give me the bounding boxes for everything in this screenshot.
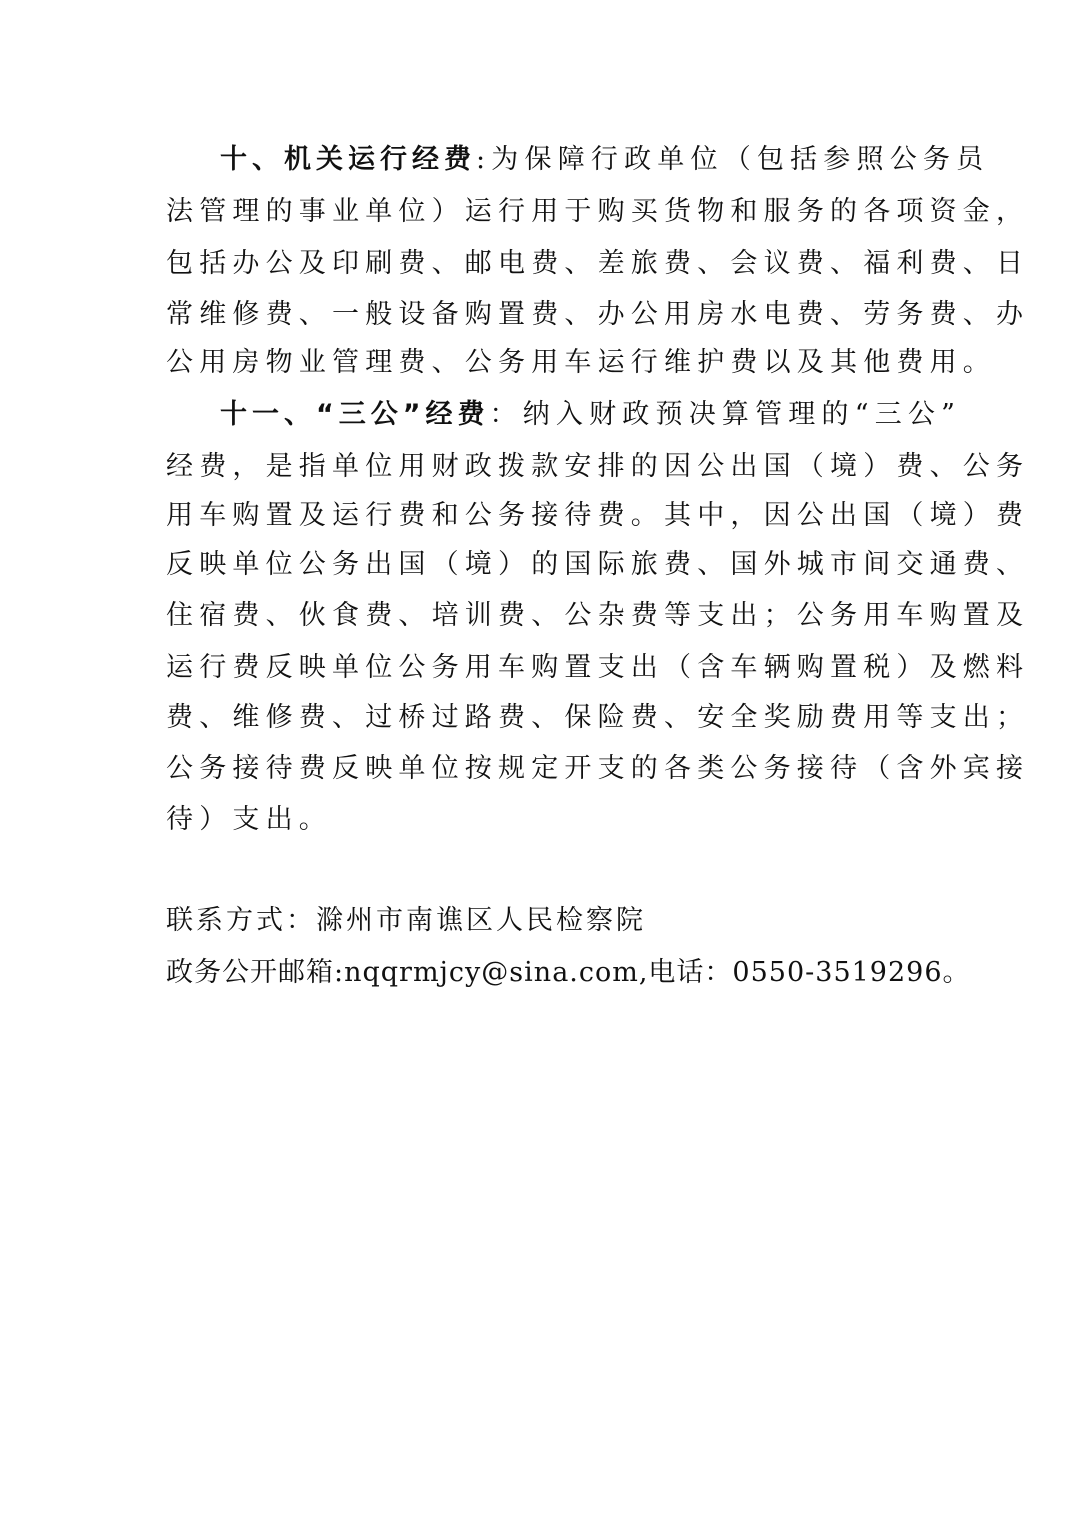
section-10-heading: 十、机关运行经费 [220,144,476,175]
section-11-text-line-1: ：纳入财政预决算管理的“三公” [489,399,962,430]
section-11-text-line-8: 公务接待费反映单位按规定开支的各类公务接待（含外宾接 [166,753,1030,784]
section-10-first-line [220,134,990,186]
section-10-text-line-5: 公用房物业管理费、公务用车运行维护费以及其他费用。 [166,347,996,378]
section-11-text-line-4: 反映单位公务出国（境）的国际旅费、国外城市间交通费、 [166,549,1030,580]
section-11-text-line-2: 经费，是指单位用财政拨款安排的因公出国（境）费、公务 [166,451,1030,482]
section-10-text-line-1: :为保障行政单位（包括参照公务员 [476,144,990,175]
section-11-text-line-6: 运行费反映单位公务用车购置支出（含车辆购置税）及燃料 [166,652,1030,683]
section-11-text-line-7: 费、维修费、过桥过路费、保险费、安全奖励费用等支出； [166,702,1030,733]
section-11-text-line-3: 用车购置及运行费和公务接待费。其中，因公出国（境）费 [166,500,1030,531]
section-10-text-line-3: 包括办公及印刷费、邮电费、差旅费、会议费、福利费、日 [166,248,1030,279]
section-11-text-line-9: 待）支出。 [166,804,332,835]
section-10-text-line-4: 常维修费、一般设备购置费、办公用房水电费、劳务费、办 [166,299,1030,330]
section-11-first-line [220,389,980,441]
section-11-heading: 十一、“三公”经费 [220,399,490,430]
contact-organization: 联系方式：滁州市南谯区人民检察院 [166,905,646,936]
contact-email-phone: 政务公开邮箱:nqqrmjcy@sina.com,电话：0550-3519296。 [166,957,971,988]
section-11-text-line-5: 住宿费、伙食费、培训费、公杂费等支出；公务用车购置及 [166,600,1030,631]
section-10-text-line-2: 法管理的事业单位）运行用于购买货物和服务的各项资金， [166,196,1030,227]
